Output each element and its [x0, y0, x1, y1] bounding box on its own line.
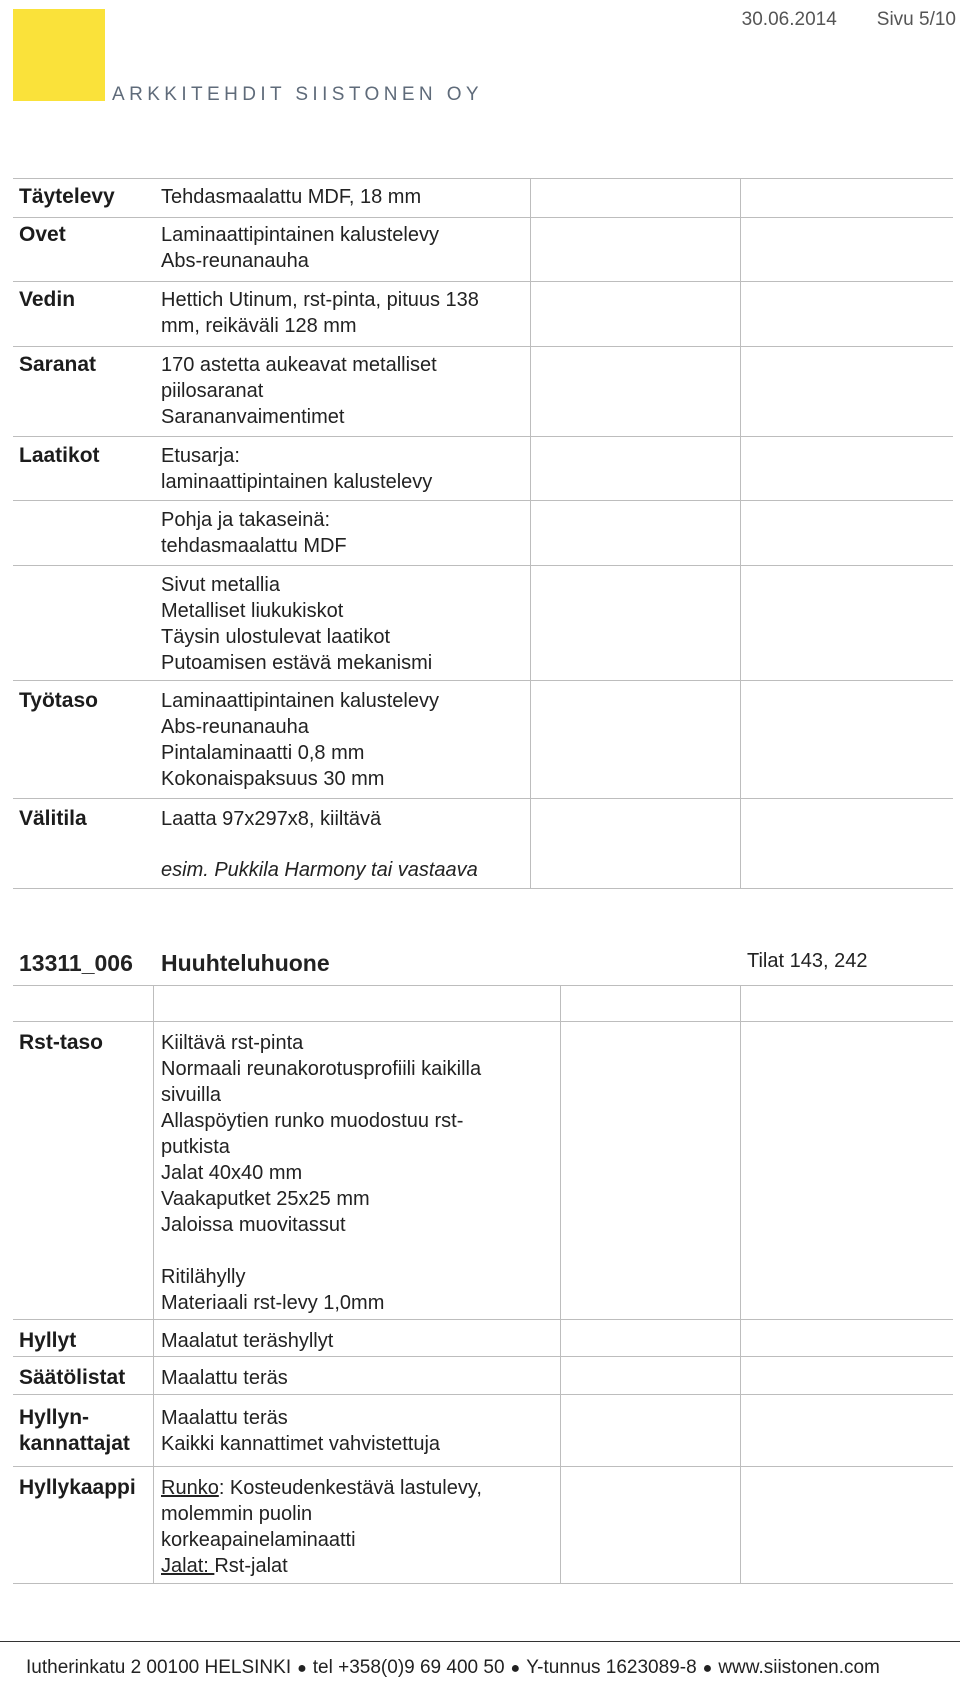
row-label: Vedin — [19, 288, 76, 311]
row-label: Rst-taso — [19, 1031, 104, 1054]
bullet-icon: ● — [702, 1660, 713, 1677]
row-value: esim. Pukkila Harmony tai vastaava — [161, 859, 478, 881]
bullet-icon: ● — [297, 1660, 307, 1677]
row-value: Pohja ja takaseinä: — [161, 509, 331, 531]
row-value: Kaikki kannattimet vahvistettuja — [161, 1433, 441, 1455]
footer-divider — [0, 1641, 960, 1642]
row-value: Laatta 97x297x8, kiiltävä — [161, 808, 382, 830]
jalat-term: Jalat: — [161, 1555, 215, 1577]
footer-address: Iutherinkatu 2 00100 HELSINKI — [26, 1657, 292, 1678]
row-value: Normaali reunakorotusprofiili kaikilla — [161, 1058, 482, 1080]
row-value: tehdasmaalattu MDF — [161, 535, 347, 557]
page-footer — [26, 1657, 880, 1679]
company-logo-block — [13, 9, 105, 101]
row-value: mm, reikäväli 128 mm — [161, 315, 357, 337]
row-label: Hyllyn- — [19, 1406, 90, 1429]
row-value: Abs-reunanauha — [161, 250, 309, 272]
row-label: Saranat — [19, 353, 97, 376]
row-value: Täysin ulostulevat laatikot — [161, 626, 391, 648]
row-value: Kokonaispaksuus 30 mm — [161, 768, 385, 790]
row-value: korkeapainelaminaatti — [161, 1529, 356, 1551]
row-value: Pintalaminaatti 0,8 mm — [161, 742, 365, 764]
row-value: Jaloissa muovitassut — [161, 1214, 346, 1236]
row-value: Materiaali rst-levy 1,0mm — [161, 1292, 385, 1314]
row-value: Metalliset liukukiskot — [161, 600, 344, 622]
row-value: Laminaattipintainen kalustelevy — [161, 690, 439, 712]
row-value: Maalatut teräshyllyt — [161, 1330, 334, 1352]
row-value: Putoamisen estävä mekanismi — [161, 652, 433, 674]
row-value: Abs-reunanauha — [161, 716, 309, 738]
row-value: 170 astetta aukeavat metalliset — [161, 354, 437, 376]
row-label: Välitila — [19, 807, 87, 830]
row-value: Sivut metallia — [161, 574, 280, 596]
jalat-description: Rst-jalat — [214, 1555, 288, 1577]
page-number: Sivu 5/10 — [876, 9, 956, 30]
row-value: sivuilla — [161, 1084, 222, 1106]
row-value: Maalattu teräs — [161, 1367, 288, 1389]
footer-website[interactable]: www.siistonen.com — [718, 1657, 880, 1678]
row-value: piilosaranat — [161, 380, 264, 402]
row-value: Allaspöytien runko muodostuu rst- — [161, 1110, 464, 1132]
row-value: molemmin puolin — [161, 1503, 313, 1525]
row-value: Laminaattipintainen kalustelevy — [161, 224, 439, 246]
row-value: Etusarja: — [161, 445, 240, 467]
row-value: Jalat 40x40 mm — [161, 1162, 303, 1184]
row-label: Täytelevy — [19, 185, 115, 208]
row-value — [161, 1553, 288, 1579]
bullet-icon: ● — [510, 1660, 521, 1677]
runko-description: : Kosteudenkestävä lastulevy, — [218, 1477, 482, 1499]
row-value: Ritilähylly — [161, 1266, 246, 1288]
section-title: Huuhteluhuone — [161, 950, 330, 976]
row-label: Säätölistat — [19, 1366, 126, 1389]
footer-phone: tel +358(0)9 69 400 50 — [312, 1657, 505, 1678]
company-name: ARKKITEHDIT SIISTONEN OY — [112, 84, 483, 105]
row-value: Sarananvaimentimet — [161, 406, 345, 428]
row-label: Työtaso — [19, 689, 98, 712]
row-label: Ovet — [19, 223, 66, 246]
section-id: 13311_006 — [19, 950, 133, 976]
row-value: Vaakaputket 25x25 mm — [161, 1188, 370, 1210]
row-value: putkista — [161, 1136, 230, 1158]
row-label: Hyllykaappi — [19, 1476, 136, 1499]
row-value: laminaattipintainen kalustelevy — [161, 471, 433, 493]
row-label: Hyllyt — [19, 1329, 77, 1352]
runko-term: Runko — [161, 1477, 219, 1499]
row-value: Tehdasmaalattu MDF, 18 mm — [161, 186, 422, 208]
page-header-meta — [742, 9, 956, 31]
row-label: kannattajat — [19, 1432, 130, 1455]
row-value: Hettich Utinum, rst-pinta, pituus 138 — [161, 289, 479, 311]
section-rooms: Tilat 143, 242 — [747, 950, 868, 972]
footer-business-id: Y-tunnus 1623089-8 — [526, 1657, 697, 1678]
document-date: 30.06.2014 — [741, 9, 837, 30]
row-value: Kiiltävä rst-pinta — [161, 1032, 304, 1054]
row-value: Maalattu teräs — [161, 1407, 288, 1429]
row-value — [161, 1475, 482, 1501]
row-label: Laatikot — [19, 444, 100, 467]
